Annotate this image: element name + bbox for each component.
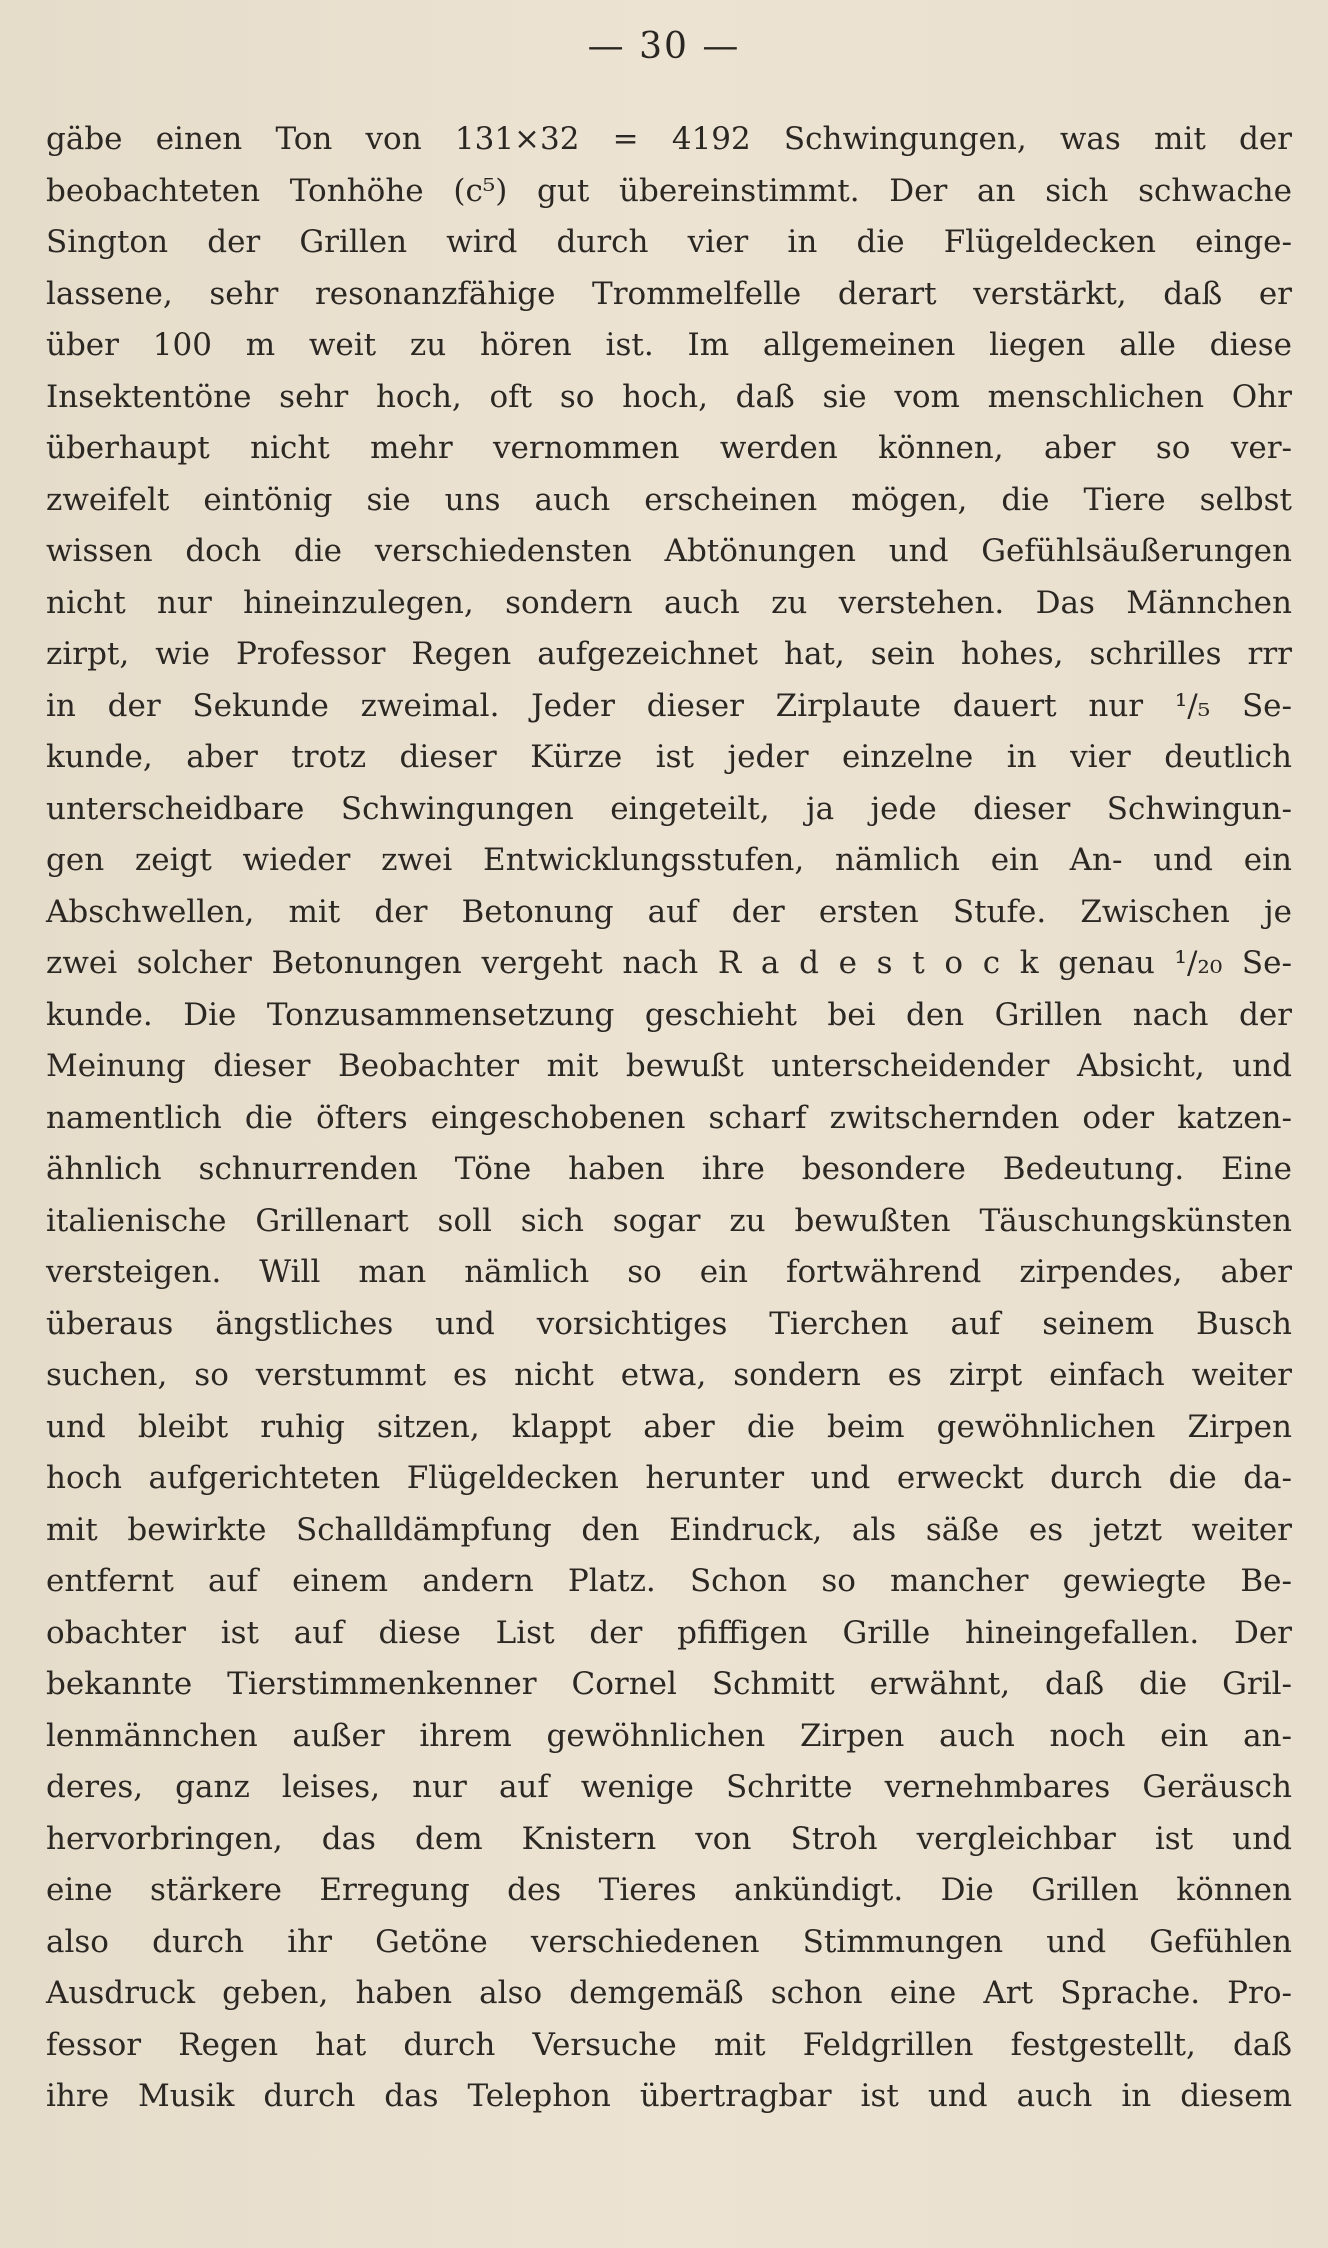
text-line: zweifelt eintönig sie uns auch erscheinen mögen, die Tiere selbst bbox=[46, 481, 1292, 518]
text-line: überhaupt nicht mehr vernommen werden können, aber so ver- bbox=[46, 430, 1292, 466]
text-line: Sington der Grillen wird durch vier in die Flügeldecken einge- bbox=[46, 224, 1292, 260]
text-line: hervorbringen, das dem Knistern von Stroh vergleichbar ist und bbox=[46, 1820, 1292, 1857]
text-line: und bleibt ruhig sitzen, klappt aber die beim gewöhnlichen Zirpen bbox=[46, 1408, 1292, 1445]
text-line: über 100 m weit zu hören ist. Im allgemeinen liegen alle diese bbox=[46, 327, 1292, 363]
text-line: kunde, aber trotz dieser Kürze ist jeder einzelne in vier deutlich bbox=[46, 739, 1292, 775]
text-line: hoch aufgerichteten Flügeldecken herunter und erweckt durch die da- bbox=[46, 1460, 1292, 1496]
body-text bbox=[46, 114, 1292, 2123]
text-line: gäbe einen Ton von 131×32 = 4192 Schwingungen, was mit der bbox=[46, 121, 1292, 157]
text-line: lenmännchen außer ihrem gewöhnlichen Zirpen auch noch ein an- bbox=[46, 1717, 1292, 1754]
text-line: fessor Regen hat durch Versuche mit Feldgrillen festgestellt, daß bbox=[46, 2026, 1292, 2063]
text-line: entfernt auf einem andern Platz. Schon so mancher gewiegte Be- bbox=[46, 1563, 1292, 1599]
text-line: obachter ist auf diese List der pfiffigen Grille hineingefallen. Der bbox=[46, 1614, 1292, 1651]
text-line: Ausdruck geben, haben also demgemäß schon eine Art Sprache. Pro- bbox=[46, 1975, 1292, 2011]
text-line: beobachteten Tonhöhe (c⁵) gut übereinstimmt. Der an sich schwache bbox=[46, 172, 1292, 209]
text-line: kunde. Die Tonzusammensetzung geschieht bei den Grillen nach der bbox=[46, 996, 1292, 1033]
page-number: — 30 — bbox=[587, 26, 741, 67]
text-line: ihre Musik durch das Telephon übertragbar ist und auch in diesem bbox=[46, 2078, 1292, 2114]
text-line: ähnlich schnurrenden Töne haben ihre besondere Bedeutung. Eine bbox=[46, 1151, 1292, 1187]
text-line: Insektentöne sehr hoch, oft so hoch, daß sie vom menschlichen Ohr bbox=[46, 378, 1292, 415]
text-line: bekannte Tierstimmenkenner Cornel Schmitt erwähnt, daß die Gril- bbox=[46, 1666, 1292, 1702]
text-line: also durch ihr Getöne verschiedenen Stimmungen und Gefühlen bbox=[46, 1923, 1292, 1960]
text-line: zirpt, wie Professor Regen aufgezeichnet hat, sein hohes, schrilles rrr bbox=[46, 636, 1292, 672]
text-line: unterscheidbare Schwingungen eingeteilt, ja jede dieser Schwingun- bbox=[46, 790, 1292, 827]
text-line: in der Sekunde zweimal. Jeder dieser Zirplaute dauert nur ¹/₅ Se- bbox=[46, 687, 1292, 724]
text-line: Meinung dieser Beobachter mit bewußt unterscheidender Absicht, und bbox=[46, 1048, 1292, 1084]
text-line: Abschwellen, mit der Betonung auf der ersten Stufe. Zwischen je bbox=[46, 893, 1292, 930]
text-line: suchen, so verstummt es nicht etwa, sondern es zirpt einfach weiter bbox=[46, 1357, 1292, 1393]
text-line: zwei solcher Betonungen vergeht nach R a d e s t o c k genau ¹/₂₀ Se- bbox=[46, 945, 1292, 981]
text-line: versteigen. Will man nämlich so ein fortwährend zirpendes, aber bbox=[46, 1254, 1292, 1290]
text-line: mit bewirkte Schalldämpfung den Eindruck, als säße es jetzt weiter bbox=[46, 1511, 1292, 1548]
text-line: deres, ganz leises, nur auf wenige Schritte vernehmbares Geräusch bbox=[46, 1769, 1292, 1805]
text-line: eine stärkere Erregung des Tieres ankündigt. Die Grillen können bbox=[46, 1872, 1292, 1908]
text-line: lassene, sehr resonanzfähige Trommelfelle derart verstärkt, daß er bbox=[46, 275, 1292, 312]
text-line: überaus ängstliches und vorsichtiges Tierchen auf seinem Busch bbox=[46, 1305, 1292, 1342]
text-line: italienische Grillenart soll sich sogar zu bewußten Täuschungskünsten bbox=[46, 1202, 1292, 1239]
text-line: nicht nur hineinzulegen, sondern auch zu verstehen. Das Männchen bbox=[46, 584, 1292, 621]
text-line: wissen doch die verschiedensten Abtönungen und Gefühlsäußerungen bbox=[46, 533, 1292, 569]
text-line: gen zeigt wieder zwei Entwicklungsstufen, nämlich ein An- und ein bbox=[46, 842, 1292, 878]
text-line: namentlich die öfters eingeschobenen scharf zwitschernden oder katzen- bbox=[46, 1099, 1292, 1136]
